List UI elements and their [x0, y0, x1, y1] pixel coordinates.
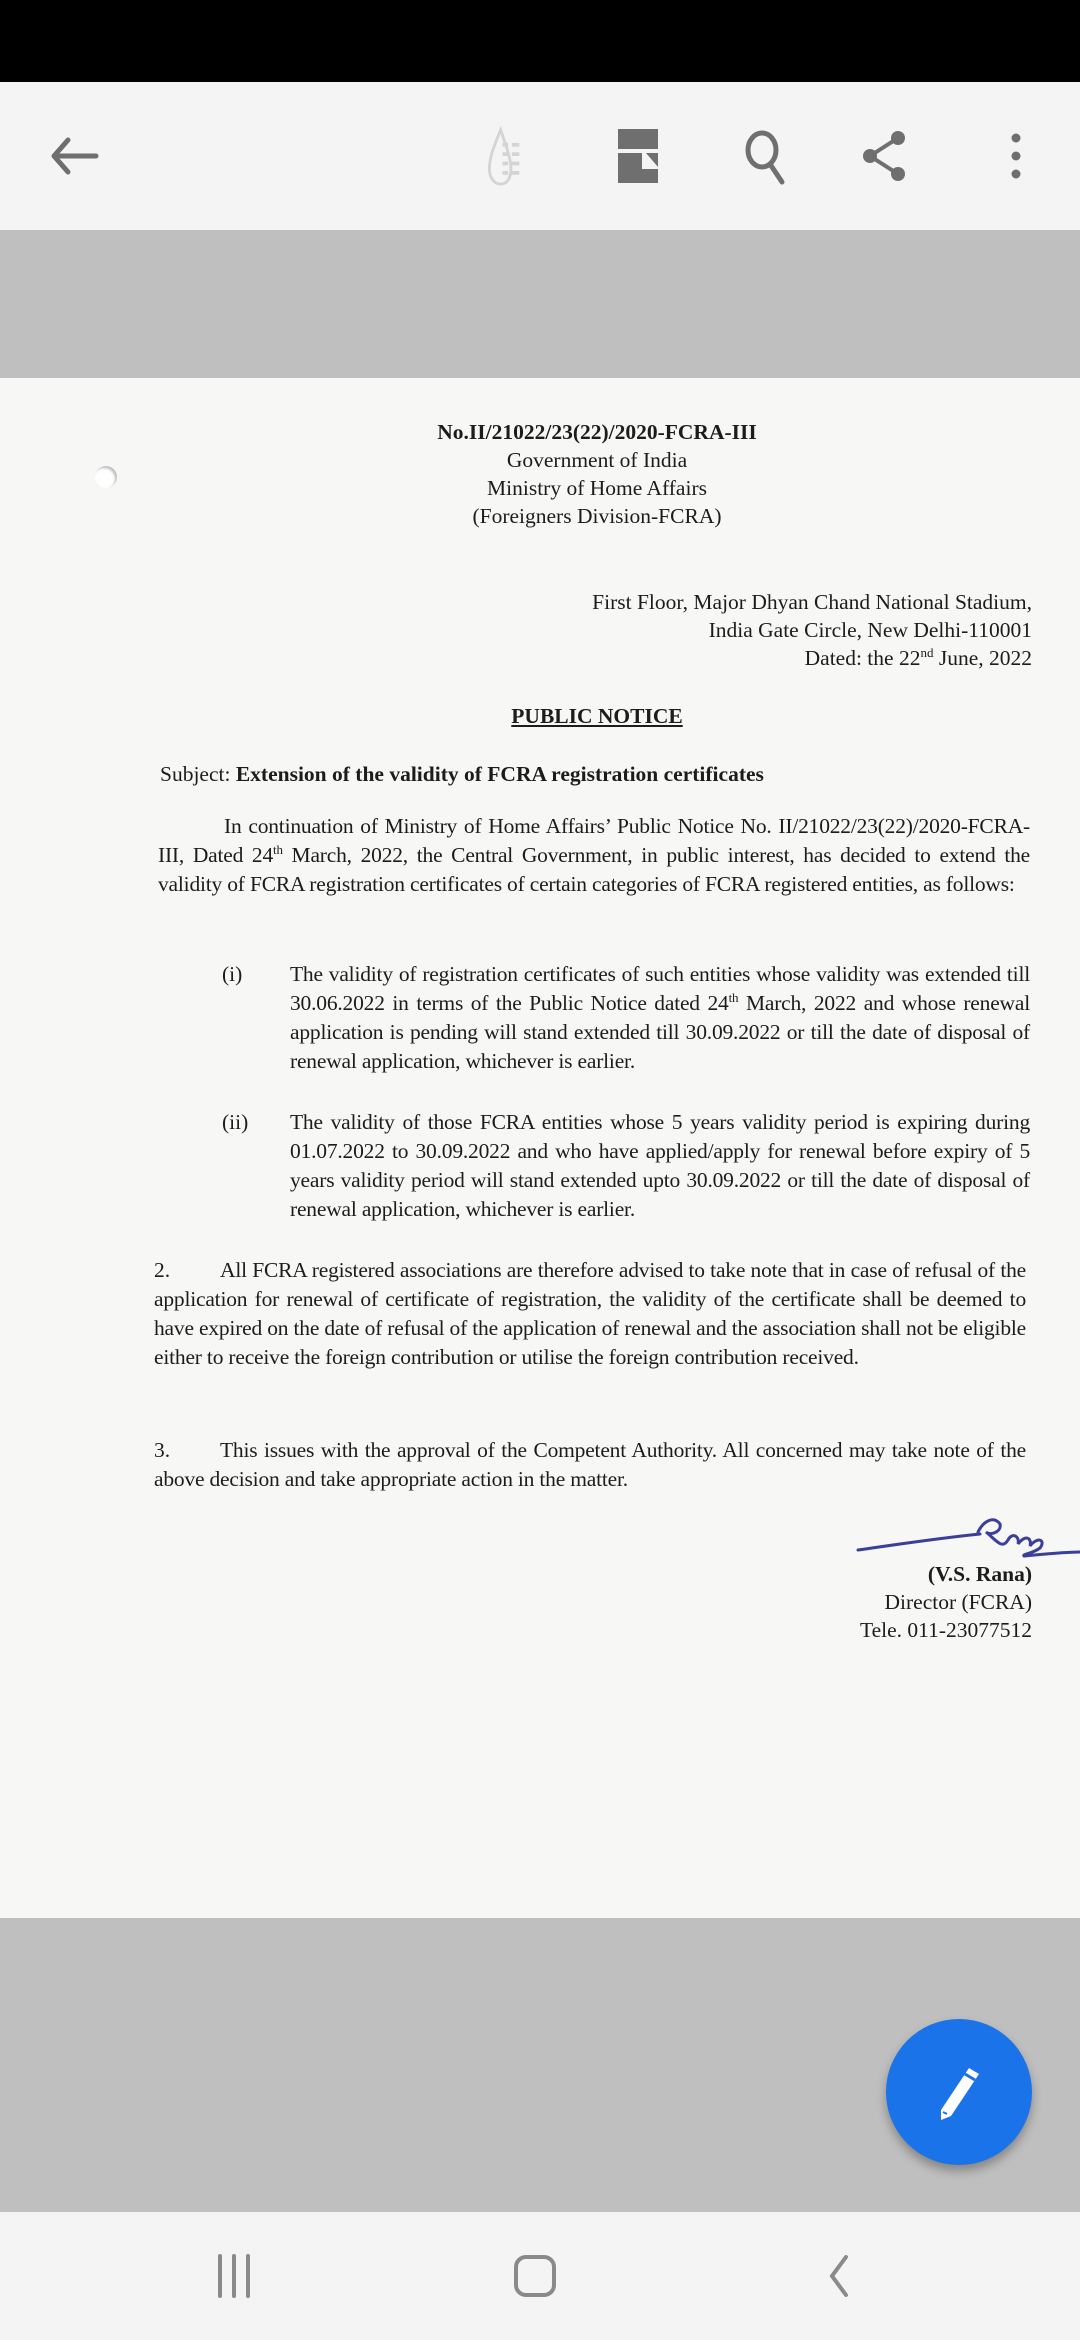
intro-text-1: In continuation of Ministry of Home Affairs’ Public Notice No. II/21022/23(22)/2020-FCRA-III, Dated 24	[158, 814, 1030, 867]
address-line-1: First Floor, Major Dhyan Chand National Stadium,	[592, 590, 1032, 614]
item-2-marker: (ii)	[222, 1110, 249, 1134]
pencil-icon	[929, 2062, 989, 2122]
toolbar	[0, 82, 1080, 230]
item-1-marker: (i)	[222, 962, 243, 986]
signatory-phone: Tele. 011-23077512	[859, 1618, 1032, 1642]
paragraph-2-number: 2.	[154, 1258, 171, 1282]
item-2-text: The validity of those FCRA entities whose 5 years validity period is expiring during 01.07.2022 to 30.09.2022 and who have applied/apply for renewal before expiry of 5 years validity period will stand extended upto 30.09.2022 or till the date of disposal of renewal application, whichever is earlier.	[290, 1110, 1030, 1221]
date-suffix: June, 2022	[933, 646, 1032, 670]
back-chevron-icon	[824, 2253, 854, 2299]
home-button[interactable]	[500, 2246, 570, 2306]
signatory-title: Director (FCRA)	[884, 1590, 1032, 1614]
subject-text: Extension of the validity of FCRA registration certificates	[235, 762, 764, 786]
arrow-left-icon	[46, 128, 102, 184]
more-vert-icon	[1006, 131, 1026, 181]
date-sup: nd	[920, 644, 934, 660]
home-icon	[512, 2253, 558, 2299]
intro-text-2: March, 2022, the Central Government, in public interest, has decided to extend the validity of FCRA registration certificates of certain categories of FCRA registered entities, as follows:	[158, 843, 1030, 896]
subject-label: Subject:	[160, 762, 236, 786]
intro-paragraph	[158, 812, 1030, 899]
reading-mode-button[interactable]	[480, 126, 540, 186]
more-options-button[interactable]	[986, 126, 1046, 186]
intro-sup: th	[273, 841, 283, 857]
system-navigation-bar	[0, 2212, 1080, 2340]
page-layout-icon	[616, 127, 660, 185]
share-icon	[858, 128, 914, 184]
recents-button[interactable]	[199, 2246, 269, 2306]
org-government: Government of India	[506, 448, 688, 472]
document-viewer[interactable]	[0, 230, 1080, 2212]
org-ministry: Ministry of Home Affairs	[487, 476, 707, 500]
paragraph-3-text: This issues with the approval of the Competent Authority. All concerned may take note of the above decision and take appropriate action in the matter.	[154, 1438, 1026, 1491]
signatory-name: (V.S. Rana)	[927, 1562, 1032, 1586]
item-1-sup: th	[728, 989, 739, 1005]
search-icon	[740, 126, 796, 186]
item-1-text-1: The validity of registration certificates of such entities whose validity was extended till 30.06.2022 in terms of the Public Notice dated 24	[290, 962, 1030, 1015]
address-line-2: India Gate Circle, New Delhi-110001	[708, 618, 1032, 642]
org-division: (Foreigners Division-FCRA)	[472, 504, 722, 528]
document-date	[805, 644, 1032, 672]
system-back-button[interactable]	[804, 2246, 874, 2306]
search-button[interactable]	[738, 126, 798, 186]
date-prefix: Dated: the 22	[804, 646, 921, 670]
reference-number: No.II/21022/23(22)/2020-FCRA-III	[437, 420, 757, 444]
paragraph-3-number: 3.	[154, 1438, 171, 1462]
paragraph-2-text: All FCRA registered associations are therefore advised to take note that in case of refusal of the application for renewal of certificate of registration, the validity of the certificate shall be deemed to have expired on the date of refusal of the application of renewal and the association shall not be eligible either to receive the foreign contribution or utilise the foreign contribution received.	[154, 1258, 1026, 1369]
recents-icon	[214, 2254, 254, 2298]
share-button[interactable]	[856, 126, 916, 186]
notice-heading: PUBLIC NOTICE	[511, 704, 683, 728]
edit-fab-button[interactable]	[886, 2019, 1032, 2165]
page-layout-button[interactable]	[608, 126, 668, 186]
back-button[interactable]	[44, 126, 104, 186]
document-page	[0, 378, 1080, 1918]
status-bar	[0, 0, 1080, 82]
reading-mode-icon	[480, 124, 540, 188]
item-1-text	[290, 960, 1030, 1076]
subject-line	[160, 760, 764, 788]
item-1-text-2: March, 2022 and whose renewal application is pending will stand extended till 30.09.2022 or till the date of disposal of renewal application, whichever is earlier.	[290, 991, 1030, 1073]
